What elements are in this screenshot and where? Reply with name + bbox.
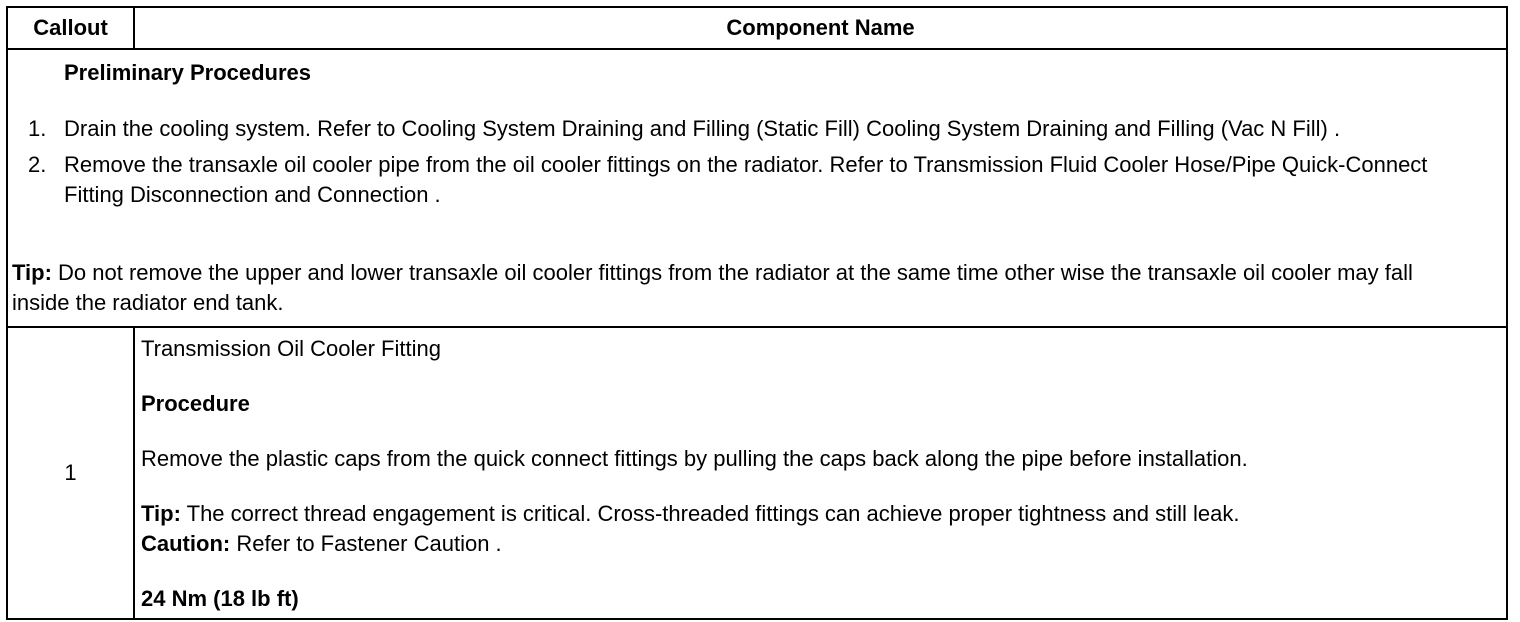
preliminary-row [7,49,1507,327]
preliminary-cell [7,49,1507,327]
tip-text: Do not remove the upper and lower transaxle oil cooler fittings from the radiator at the same time other wise the transaxle oil cooler may fall inside the radiator end tank. [12,260,1413,315]
component-detail-cell [134,327,1507,619]
procedure-text: Remove the plastic caps from the quick connect fittings by pulling the caps back along the pipe before installation. [141,446,1248,471]
caution-text: Refer to Fastener Caution . [230,531,502,556]
table-row [7,327,1507,619]
preliminary-tip [12,258,1466,318]
step-number: 1. [28,116,47,141]
tip-label: Tip: [12,260,52,285]
procedure-caution [141,529,1496,559]
procedure-tip [141,499,1496,529]
preliminary-step [8,114,1506,144]
tip-label: Tip: [141,501,181,526]
preliminary-step [8,150,1506,210]
callout-number: 1 [7,327,134,619]
column-header-component-name: Component Name [134,7,1507,49]
preliminary-steps [8,114,1506,216]
step-text: Remove the transaxle oil cooler pipe from the oil cooler fittings on the radiator. Refer to Transmission Fluid Cooler Hose/Pipe Quick-Connect Fitting Disconnection and Connection . [64,152,1428,207]
preliminary-heading: Preliminary Procedures [64,60,312,85]
component-table [6,6,1508,620]
procedure-heading: Procedure [141,391,250,416]
component-name: Transmission Oil Cooler Fitting [141,336,441,361]
step-text: Drain the cooling system. Refer to Cooling System Draining and Filling (Static Fill) Cooling System Draining and Filling (Vac N Fill) . [64,116,1341,141]
torque-spec: 24 Nm (18 lb ft) [141,586,299,611]
tip-text: The correct thread engagement is critical. Cross-threaded fittings can achieve proper tightness and still leak. [180,501,1240,526]
step-number: 2. [28,152,47,177]
table-header-row [7,7,1507,49]
column-header-callout: Callout [7,7,134,49]
caution-label: Caution: [141,531,231,556]
